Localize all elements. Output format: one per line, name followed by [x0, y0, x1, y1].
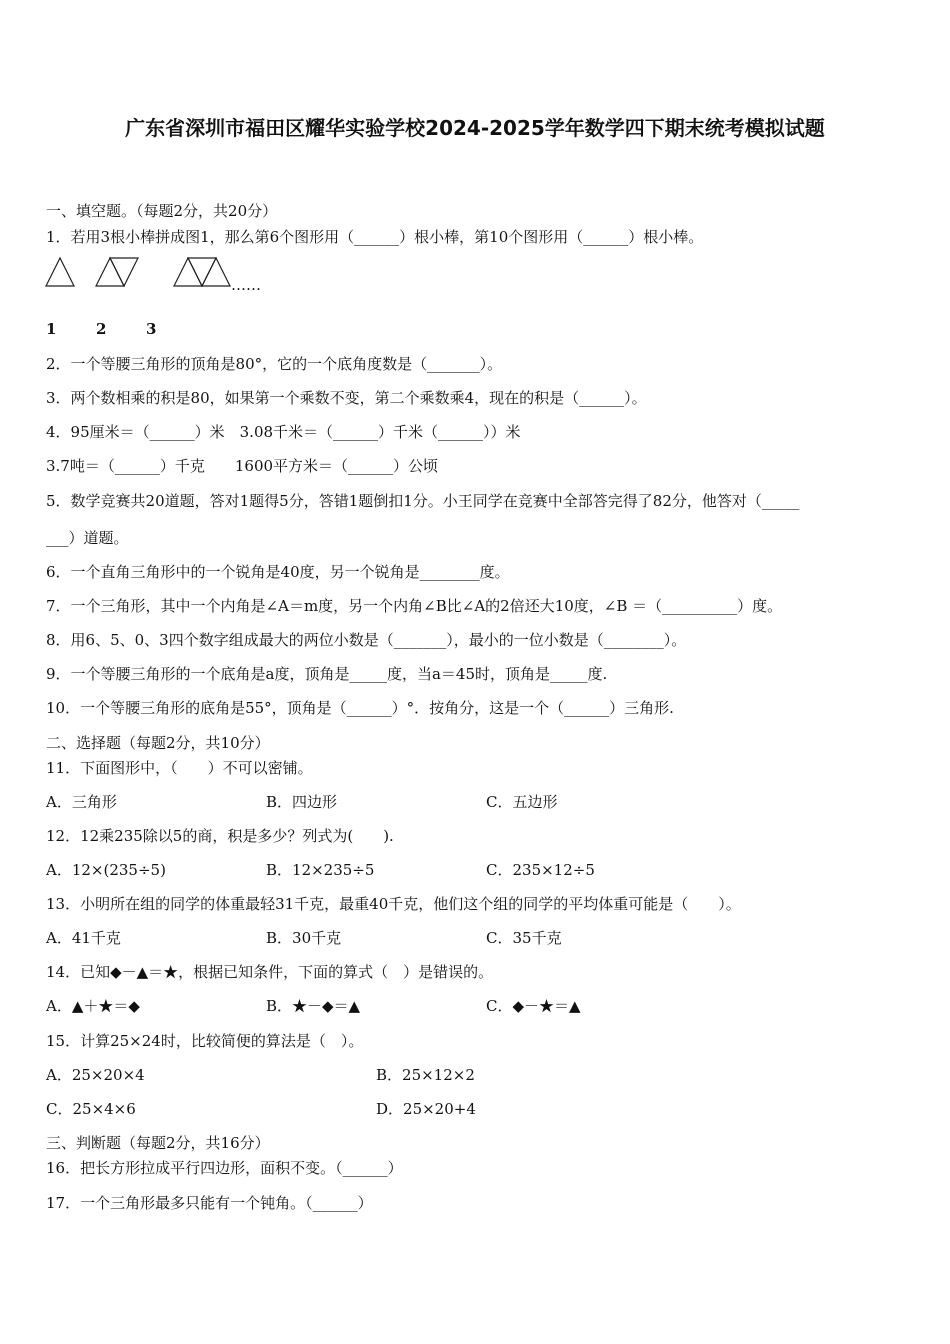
question-8: 8．用6、5、0、3四个数字组成最大的两位小数是（_______），最小的一位小数是（________）。 [46, 631, 687, 649]
q11-option-c: C．五边形 [486, 793, 558, 811]
q13-option-c: C．35千克 [486, 929, 562, 947]
triangle-3b [188, 258, 216, 286]
figure-number-2: 2 [96, 320, 107, 338]
triangle-2b [110, 258, 138, 286]
q14-option-a: A．▲＋★＝◆ [46, 997, 140, 1015]
question-4-line-1: 4．95厘米＝（______）米 3.08千米＝（______）千米（______））米 [46, 423, 521, 441]
q14-option-b: B．★－◆＝▲ [266, 997, 361, 1015]
ellipsis: …… [231, 276, 261, 294]
q12-option-a: A．12×(235÷5) [46, 861, 166, 879]
question-10: 10．一个等腰三角形的底角是55°，顶角是（______）°．按角分，这是一个（______）三角形. [46, 699, 674, 717]
question-7: 7．一个三角形，其中一个内角是∠A＝m度，另一个内角∠B比∠A的2倍还大10度，∠B ＝（__________）度。 [46, 597, 783, 615]
q12-option-b: B．12×235÷5 [266, 861, 375, 879]
question-6: 6．一个直角三角形中的一个锐角是40度，另一个锐角是________度。 [46, 563, 510, 581]
q13-option-a: A．41千克 [46, 929, 121, 947]
section-2-heading: 二、选择题（每题2分，共10分） [46, 734, 270, 752]
question-1: 1．若用3根小棒拼成图1，那么第6个图形用（______）根小棒，第10个图形用（______）根小棒。 [46, 228, 704, 246]
q15-option-d: D．25×20+4 [376, 1100, 476, 1118]
page-title: 广东省深圳市福田区耀华实验学校2024-2025学年数学四下期末统考模拟试题 [125, 116, 825, 140]
section-3-heading: 三、判断题（每题2分，共16分） [46, 1134, 270, 1152]
question-15: 15．计算25×24时，比较简便的算法是（ ）。 [46, 1032, 364, 1050]
question-16: 16．把长方形拉成平行四边形，面积不变。（______） [46, 1159, 403, 1177]
q12-option-c: C．235×12÷5 [486, 861, 595, 879]
triangle-2 [96, 258, 124, 286]
figure-number-3: 3 [146, 320, 157, 338]
q11-option-b: B．四边形 [266, 793, 338, 811]
question-11: 11．下面图形中，（ ）不可以密铺。 [46, 759, 313, 777]
question-4-line-2: 3.7吨＝（______）千克 1600平方米＝（______）公顷 [46, 457, 439, 475]
triangle-3a [174, 258, 202, 286]
triangle-1 [46, 258, 74, 286]
question-14: 14．已知◆－▲＝★，根据已知条件，下面的算式（ ）是错误的。 [46, 963, 494, 981]
q14-option-c: C．◆－★＝▲ [486, 997, 581, 1015]
question-17: 17．一个三角形最多只能有一个钝角。（______） [46, 1194, 373, 1212]
question-9: 9．一个等腰三角形的一个底角是a度，顶角是_____度，当a＝45时，顶角是_____度. [46, 665, 608, 683]
q15-option-c: C．25×4×6 [46, 1100, 136, 1118]
question-5-line-2: ___）道题。 [46, 529, 129, 547]
q11-option-a: A．三角形 [46, 793, 117, 811]
question-3: 3．两个数相乘的积是80，如果第一个乘数不变，第二个乘数乘4，现在的积是（______）。 [46, 389, 647, 407]
question-13: 13．小明所在组的同学的体重最轻31千克，最重40千克，他们这个组的同学的平均体重可能是（ ）。 [46, 895, 741, 913]
q15-option-b: B．25×12×2 [376, 1066, 475, 1084]
question-12: 12．12乘235除以5的商，积是多少？列式为( ). [46, 827, 394, 845]
question-5-line-1: 5．数学竞赛共20道题，答对1题得5分，答错1题倒扣1分。小王同学在竞赛中全部答完得了82分，他答对（_____ [46, 492, 800, 510]
section-1-heading: 一、填空题。（每题2分，共20分） [46, 202, 278, 220]
q13-option-b: B．30千克 [266, 929, 342, 947]
q15-option-a: A．25×20×4 [46, 1066, 145, 1084]
figure-number-1: 1 [46, 320, 57, 338]
triangle-3c [202, 258, 230, 286]
question-2: 2．一个等腰三角形的顶角是80°，它的一个底角度数是（_______）。 [46, 355, 503, 373]
